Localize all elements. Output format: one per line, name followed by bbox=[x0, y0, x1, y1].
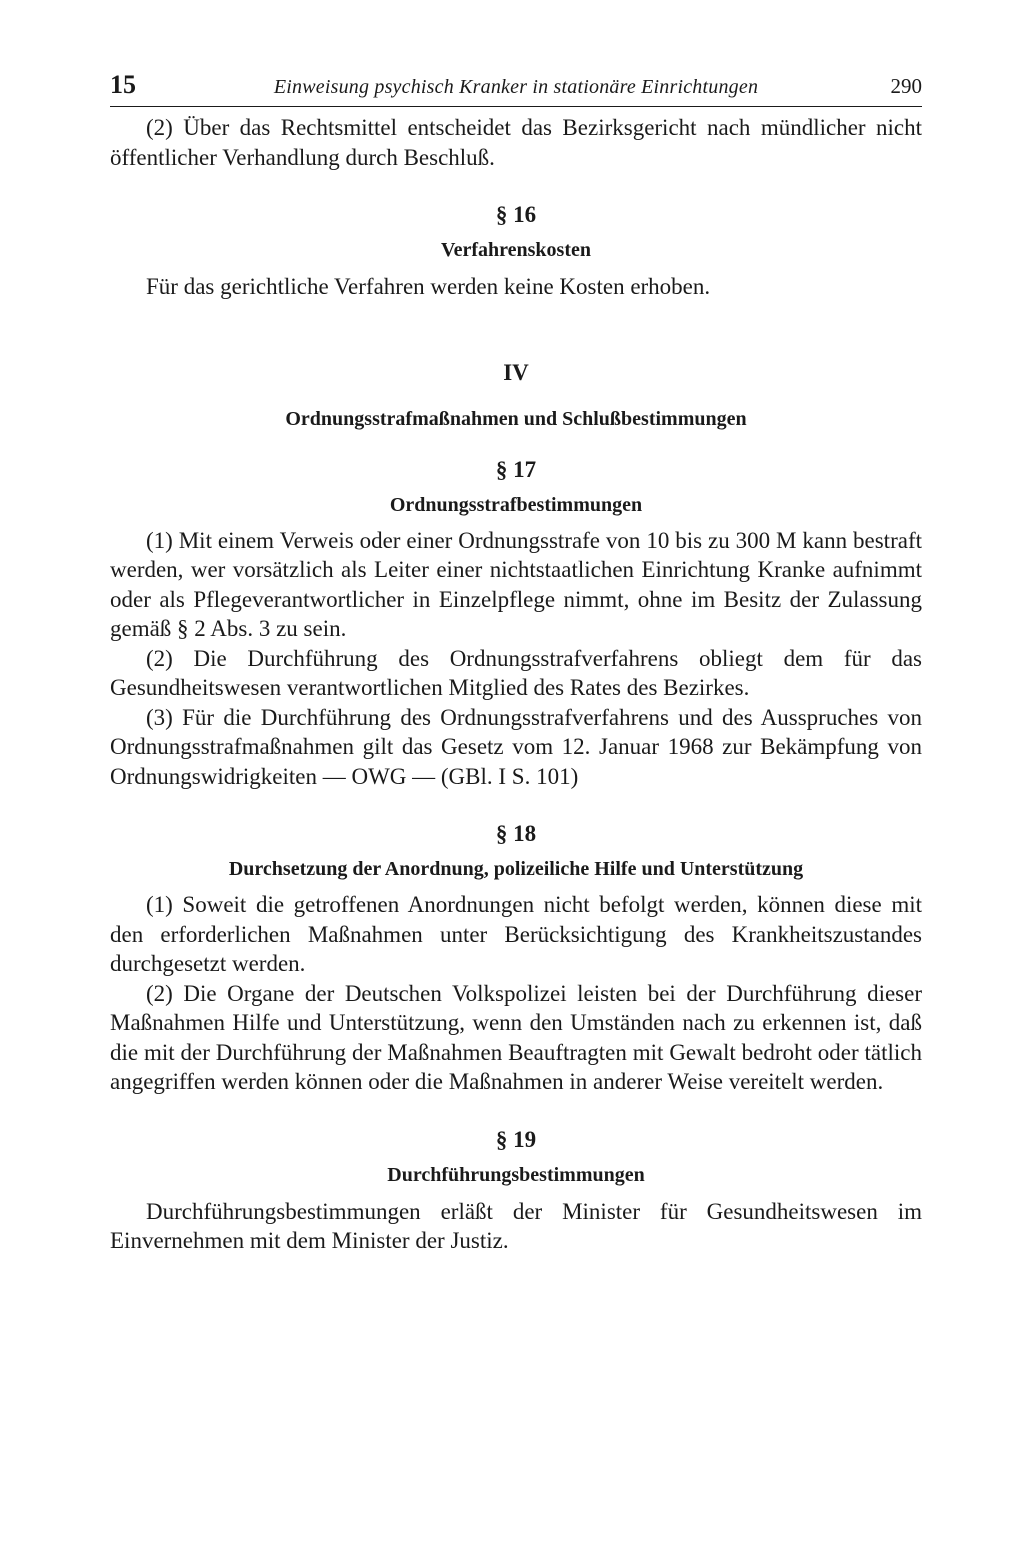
paragraph-16: Für das gerichtliche Verfahren werden keine Kosten erhoben. bbox=[146, 274, 711, 299]
paragraph-18-1: (1) Soweit die getroffenen Anordnungen nicht befolgt werden, können diese mit den erforderlichen Maßnahmen unter Berücksichtigung des Krankheitszustandes durchgesetzt werden. bbox=[110, 892, 922, 976]
paragraph-19: Durchführungsbestimmungen erläßt der Minister für Gesundheitswesen im Einvernehmen mit dem Minister der Justiz. bbox=[110, 1198, 922, 1253]
chapter-number: 15 bbox=[110, 70, 136, 99]
paragraph-15-2: (2) Über das Rechtsmittel entscheidet das Bezirksgericht nach mündlicher nicht öffentlicher Verhandlung durch Beschluß. bbox=[110, 115, 922, 170]
section-17-number: § 17 bbox=[495, 456, 537, 482]
section-18-title: Durchsetzung der Anordnung, polizeiliche Hilfe und Unterstützung bbox=[228, 858, 804, 880]
paragraph-18-2: (2) Die Organe der Deutschen Volkspolizei leisten bei der Durchführung dieser Maßnahmen Hilfe und Unterstützung, wenn den Umständen nach zu erkennen ist, daß die mit der Durchführung der Maßnahmen Beauftragten mit Gewalt bedroht oder tätlich angegriffen werden können oder die Maßnahmen in anderer Weise vereitelt werden. bbox=[110, 980, 922, 1094]
running-title: Einweisung psychisch Kranker in stationäre Einrichtungen bbox=[273, 76, 759, 98]
section-17-title: Ordnungsstrafbestimmungen bbox=[389, 493, 643, 516]
page-number: 290 bbox=[890, 74, 922, 98]
section-16-number: § 16 bbox=[495, 202, 537, 227]
section-18-number: § 18 bbox=[495, 821, 537, 846]
section-19-number: § 19 bbox=[495, 1126, 537, 1152]
paragraph-17-1: (1) Mit einem Verweis oder einer Ordnungsstrafe von 10 bis zu 300 M kann bestraft werden, wer vorsätzlich als Leiter einer nichtstaatlichen Einrichtung Kranke aufnimmt oder als Pflegeverantwortlicher in Einzelpflege nimmt, ohne im Besitz der Zulassung gemäß § 2 Abs. 3 zu sein. bbox=[110, 527, 922, 641]
part-title: Ordnungsstrafmaßnahmen und Schlußbestimmungen bbox=[285, 407, 747, 430]
section-19-title: Durchführungsbestimmungen bbox=[387, 1163, 645, 1186]
paragraph-17-2: (2) Die Durchführung des Ordnungsstrafverfahrens obliegt dem für das Gesundheitswesen verantwortlichen Mitglied des Rates des Bezirkes. bbox=[110, 645, 922, 700]
page-header bbox=[110, 70, 922, 107]
section-16-title: Verfahrenskosten bbox=[440, 239, 591, 261]
document-page bbox=[110, 70, 922, 1256]
paragraph-17-3: (3) Für die Durchführung des Ordnungsstrafverfahrens und des Ausspruches von Ordnungsstrafmaßnahmen gilt das Gesetz vom 12. Januar 1968 zur Bekämpfung von Ordnungswidrigkeiten — OWG — (GBl. I S. 101) bbox=[110, 704, 922, 789]
part-number: IV bbox=[503, 359, 529, 385]
